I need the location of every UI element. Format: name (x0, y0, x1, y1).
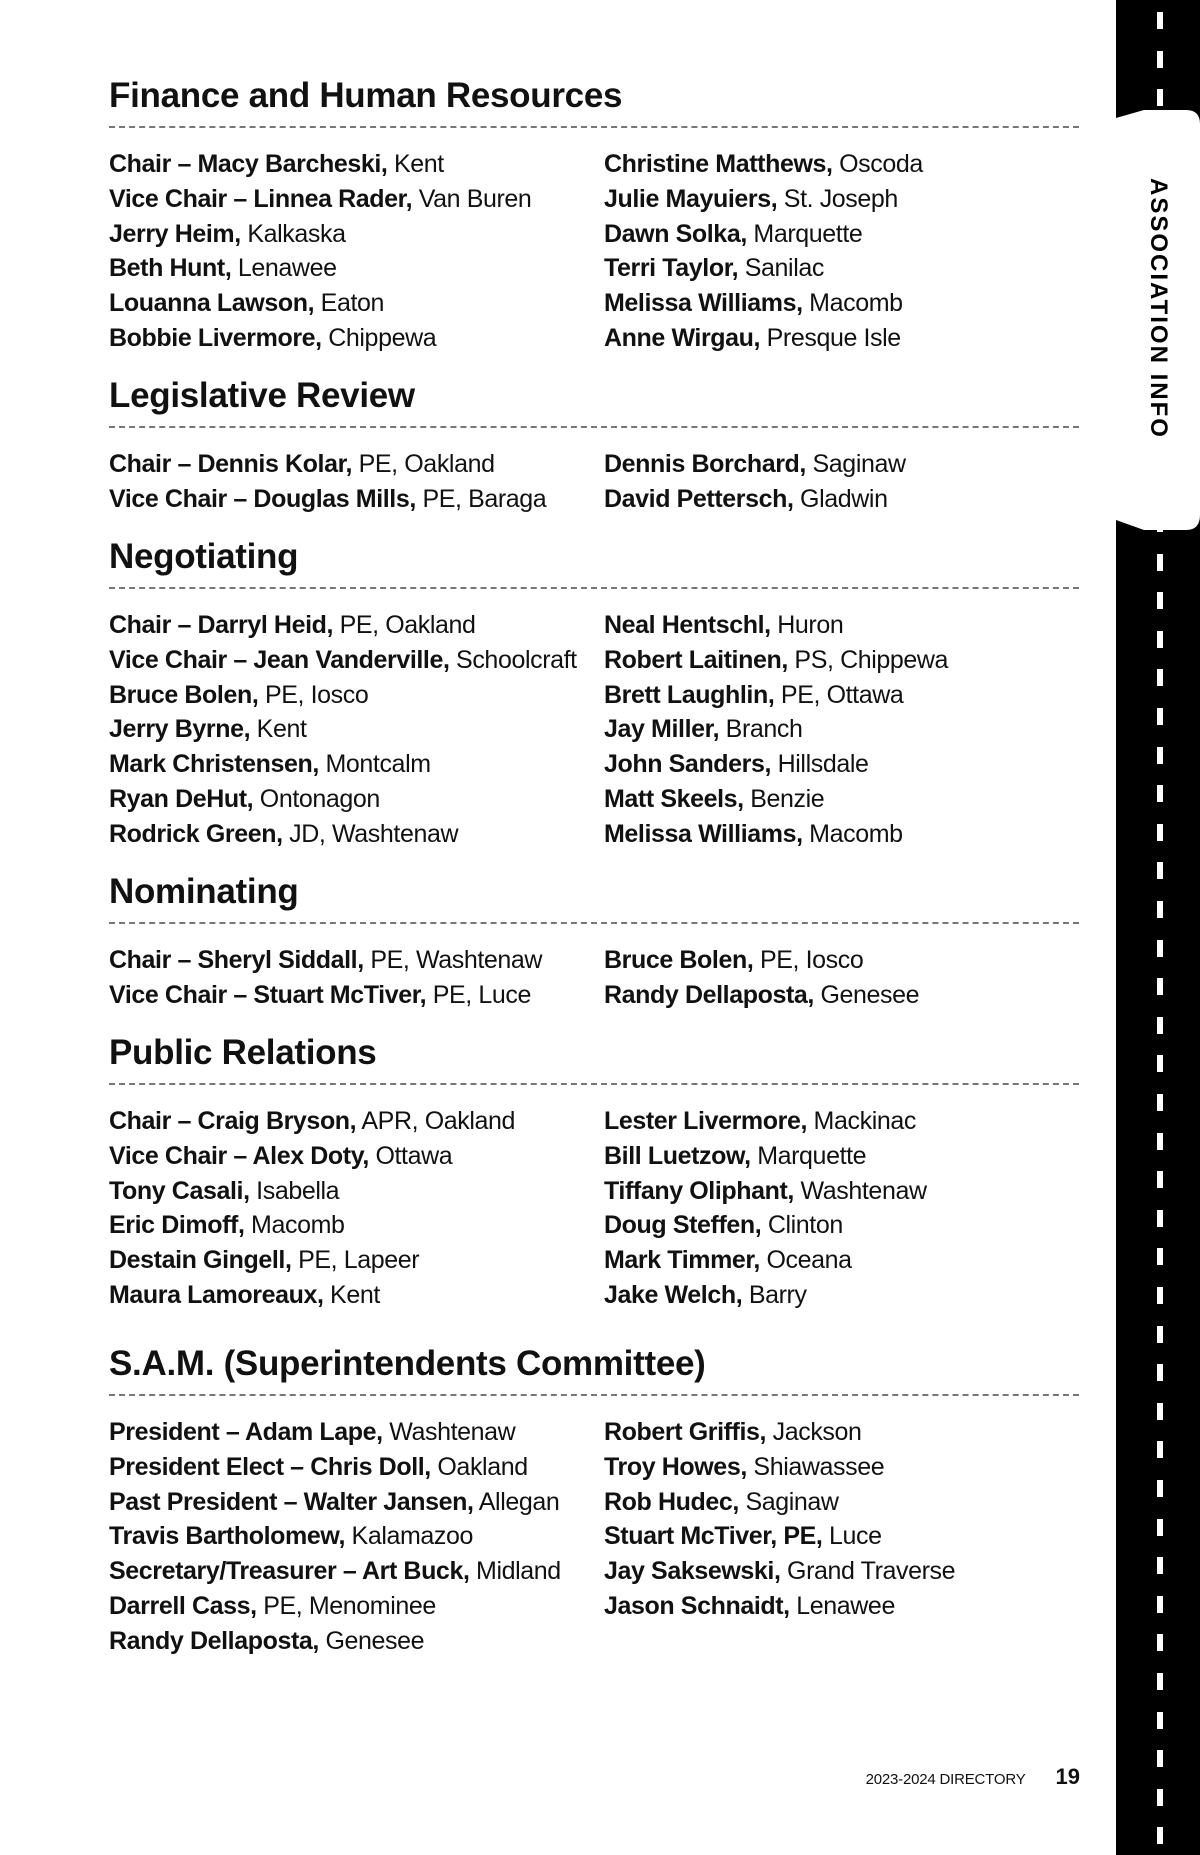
member-entry: Jerry Heim, Kalkaska (109, 219, 346, 248)
tab-strip-dash (1157, 1519, 1163, 1536)
committee-section (109, 1030, 1079, 1313)
member-entry: Melissa Williams, Macomb (604, 289, 903, 318)
members-left-column (109, 147, 604, 356)
section-title: S.A.M. (Superintendents Committee) (109, 1344, 706, 1383)
members-left-column (109, 1415, 604, 1659)
member-entry: Chair – Sheryl Siddall, PE, Washtenaw (109, 946, 543, 974)
members-left-column (109, 1104, 604, 1313)
member-entry: Chair – Dennis Kolar, PE, Oakland (109, 450, 495, 478)
tab-strip-dash (1157, 1596, 1163, 1613)
member-entry: Vice Chair – Douglas Mills, PE, Baraga (109, 484, 547, 513)
member-entry: Dawn Solka, Marquette (604, 219, 863, 248)
tab-strip-dash (1157, 1287, 1163, 1304)
tab-strip-dash (1157, 631, 1163, 648)
member-entry: Bobbie Livermore, Chippewa (109, 323, 437, 352)
member-entry: Tiffany Oliphant, Washtenaw (604, 1176, 927, 1205)
tab-strip-dash (1157, 708, 1163, 725)
member-entry: Bruce Bolen, PE, Iosco (604, 946, 864, 974)
committee-section (109, 534, 1079, 852)
committee-section (109, 373, 1079, 517)
member-entry: Secretary/Treasurer – Art Buck, Midland (109, 1557, 561, 1586)
tab-strip-dash (1157, 1750, 1163, 1767)
tab-strip-dash (1157, 1712, 1163, 1729)
tab-strip-dash (1157, 862, 1163, 879)
tab-strip-dash (1157, 1557, 1163, 1574)
member-entry: Darrell Cass, PE, Menominee (109, 1591, 436, 1620)
member-entry: Christine Matthews, Oscoda (604, 150, 923, 178)
member-entry: Vice Chair – Stuart McTiver, PE, Luce (109, 980, 532, 1009)
member-entry: Chair – Craig Bryson, APR, Oakland (109, 1107, 516, 1135)
tab-strip-dash (1157, 592, 1163, 609)
member-entry: Neal Hentschl, Huron (604, 611, 844, 639)
tab-label: ASSOCIATION INFO (1145, 178, 1172, 439)
members-right-column (604, 447, 1079, 517)
section-divider (109, 426, 1079, 428)
member-entry: Beth Hunt, Lenawee (109, 254, 337, 283)
member-entry: Past President – Walter Jansen, Allegan (109, 1487, 560, 1516)
committee-section (109, 869, 1079, 1013)
member-entry: President – Adam Lape, Washtenaw (109, 1418, 516, 1446)
member-entry: Jake Welch, Barry (604, 1280, 807, 1309)
tab-strip-dash (1157, 1364, 1163, 1381)
member-entry: Stuart McTiver, PE, Luce (604, 1522, 882, 1551)
tab-strip-dash (1157, 824, 1163, 841)
member-entry: President Elect – Chris Doll, Oakland (109, 1452, 528, 1481)
members-right-column (604, 1104, 1079, 1313)
directory-label: 2023-2024 DIRECTORY (865, 1771, 1026, 1788)
member-entry: Jason Schnaidt, Lenawee (604, 1591, 895, 1620)
member-entry: Maura Lamoreaux, Kent (109, 1280, 380, 1309)
tab-strip-dash (1157, 1480, 1163, 1497)
member-entry: Destain Gingell, PE, Lapeer (109, 1246, 420, 1275)
members-left-column (109, 943, 604, 1013)
member-entry: Melissa Williams, Macomb (604, 819, 903, 848)
member-entry: Travis Bartholomew, Kalamazoo (109, 1522, 474, 1551)
tab-strip-dash (1157, 1055, 1163, 1072)
member-entry: Robert Griffis, Jackson (604, 1418, 862, 1446)
section-title: Finance and Human Resources (109, 76, 623, 115)
member-entry: Matt Skeels, Benzie (604, 784, 825, 813)
section-divider (109, 587, 1079, 589)
member-entry: Chair – Darryl Heid, PE, Oakland (109, 611, 476, 639)
member-entry: Eric Dimoff, Macomb (109, 1211, 345, 1240)
member-entry: Brett Laughlin, PE, Ottawa (604, 680, 904, 709)
tab-strip-dash (1157, 747, 1163, 764)
tab-strip-dash (1157, 1403, 1163, 1420)
tab-strip-dash (1157, 1094, 1163, 1111)
member-entry: Robert Laitinen, PS, Chippewa (604, 645, 949, 674)
member-entry: Rodrick Green, JD, Washtenaw (109, 819, 459, 848)
tab-strip-dash (1157, 669, 1163, 686)
members-right-column (604, 608, 1079, 852)
member-entry: Vice Chair – Jean Vanderville, Schoolcraft (109, 645, 577, 674)
member-entry: Julie Mayuiers, St. Joseph (604, 184, 898, 213)
tab-strip-dash (1157, 901, 1163, 918)
section-title: Negotiating (109, 537, 299, 576)
member-entry: Jerry Byrne, Kent (109, 715, 307, 744)
member-entry: Vice Chair – Linnea Rader, Van Buren (109, 184, 532, 213)
tab-strip-dash (1157, 89, 1163, 106)
tab-strip-dash (1157, 940, 1163, 957)
section-divider (109, 1083, 1079, 1085)
member-entry: Jay Saksewski, Grand Traverse (604, 1557, 956, 1586)
member-entry: Doug Steffen, Clinton (604, 1211, 843, 1240)
member-entry: Terri Taylor, Sanilac (604, 254, 824, 283)
tab-strip-dash (1157, 1210, 1163, 1227)
member-entry: Lester Livermore, Mackinac (604, 1107, 916, 1135)
tab-strip-dash (1157, 1441, 1163, 1458)
member-entry: Bruce Bolen, PE, Iosco (109, 680, 369, 709)
tab-strip-dash (1157, 554, 1163, 571)
tab-strip-dash (1157, 12, 1163, 29)
member-entry: Vice Chair – Alex Doty, Ottawa (109, 1141, 453, 1170)
member-entry: Bill Luetzow, Marquette (604, 1141, 867, 1170)
section-divider (109, 922, 1079, 924)
members-right-column (604, 1415, 1079, 1659)
member-entry: Ryan DeHut, Ontonagon (109, 784, 380, 813)
member-entry: Chair – Macy Barcheski, Kent (109, 150, 444, 178)
member-entry: Troy Howes, Shiawassee (604, 1452, 885, 1481)
member-entry: Tony Casali, Isabella (109, 1176, 340, 1205)
committee-section (109, 73, 1079, 356)
tab-strip-dash (1157, 51, 1163, 68)
member-entry: Randy Dellaposta, Genesee (109, 1626, 425, 1655)
tab-strip-dash (1157, 1673, 1163, 1690)
members-right-column (604, 147, 1079, 356)
member-entry: Mark Christensen, Montcalm (109, 750, 431, 779)
section-title: Nominating (109, 872, 299, 911)
tab-strip-dash (1157, 1789, 1163, 1806)
tab-strip-dash (1157, 1634, 1163, 1651)
member-entry: John Sanders, Hillsdale (604, 750, 869, 779)
tab-strip-dash (1157, 785, 1163, 802)
tab-strip-dash (1157, 1326, 1163, 1343)
members-left-column (109, 608, 604, 852)
tab-strip-dash (1157, 1133, 1163, 1150)
section-title: Legislative Review (109, 376, 415, 415)
section-divider (109, 126, 1079, 128)
tab-strip-dash (1157, 1017, 1163, 1034)
member-entry: Dennis Borchard, Saginaw (604, 450, 906, 478)
member-entry: Rob Hudec, Saginaw (604, 1487, 839, 1516)
section-title: Public Relations (109, 1033, 377, 1072)
member-entry: Louanna Lawson, Eaton (109, 289, 385, 318)
member-entry: Randy Dellaposta, Genesee (604, 980, 920, 1009)
tab-strip-dash (1157, 1171, 1163, 1188)
tab-strip-dash (1157, 1248, 1163, 1265)
member-entry: Anne Wirgau, Presque Isle (604, 323, 901, 352)
section-divider (109, 1394, 1079, 1396)
page-number: 19 (1055, 1764, 1080, 1789)
member-entry: David Pettersch, Gladwin (604, 484, 888, 513)
tab-strip-dash (1157, 1827, 1163, 1844)
page-footer (866, 1764, 1080, 1790)
members-right-column (604, 943, 1079, 1013)
member-entry: Mark Timmer, Oceana (604, 1246, 852, 1275)
member-entry: Jay Miller, Branch (604, 715, 803, 744)
committee-section (109, 1341, 1079, 1659)
members-left-column (109, 447, 604, 517)
tab-strip-dash (1157, 978, 1163, 995)
